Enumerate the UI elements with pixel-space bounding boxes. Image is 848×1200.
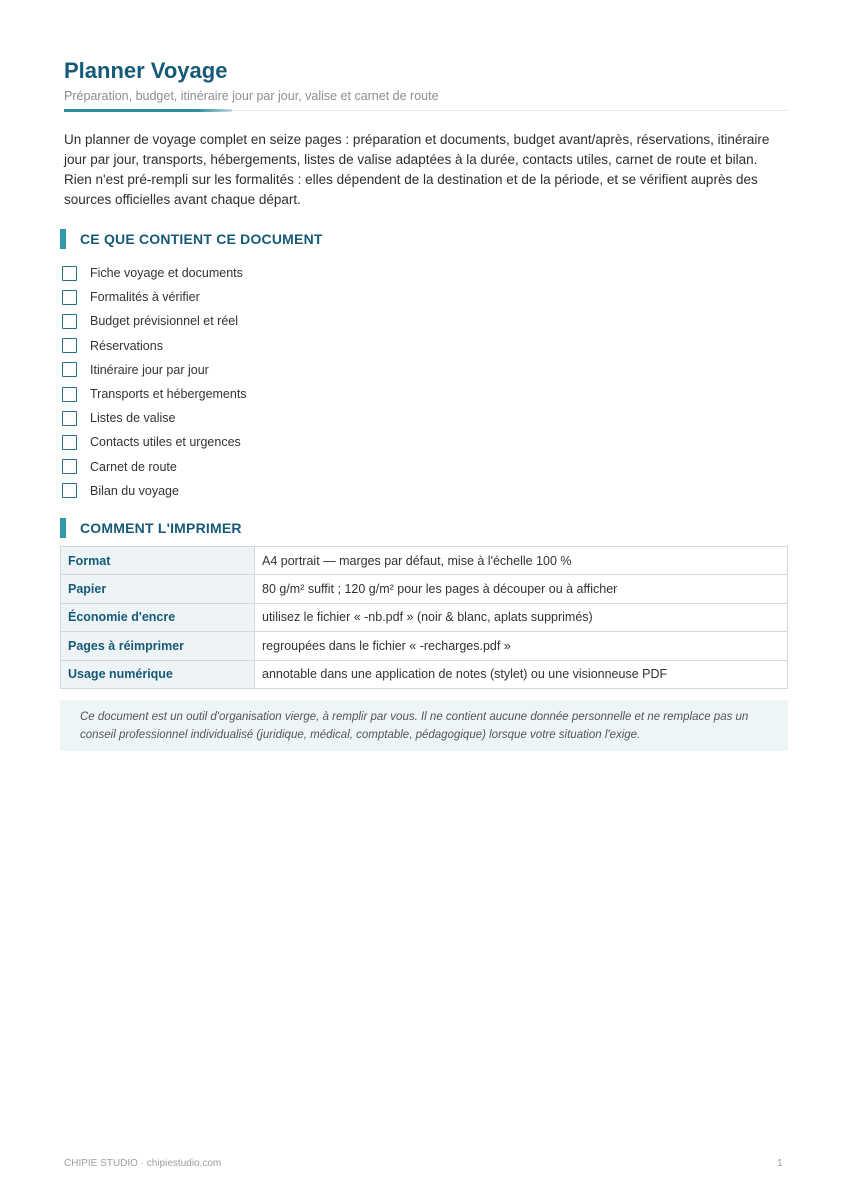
checkbox[interactable] <box>62 266 77 281</box>
checkbox[interactable] <box>62 435 77 450</box>
table-key-cell: Pages à réimprimer <box>61 632 255 660</box>
table-key-cell: Format <box>61 547 255 575</box>
checklist-item[interactable] <box>62 261 462 285</box>
table-value-cell: utilisez le fichier « -nb.pdf » (noir & blanc, aplats supprimés) <box>255 603 788 631</box>
checkbox[interactable] <box>62 290 77 305</box>
checkbox[interactable] <box>62 483 77 498</box>
page-subtitle: Préparation, budget, itinéraire jour par jour, valise et carnet de route <box>64 89 439 103</box>
table-row <box>61 603 788 631</box>
print-section-title <box>60 518 242 538</box>
checklist-item-label: Fiche voyage et documents <box>90 266 243 281</box>
checklist-item[interactable] <box>62 479 462 503</box>
checklist-item[interactable] <box>62 430 462 454</box>
checklist-item-label: Bilan du voyage <box>90 483 179 498</box>
checkbox[interactable] <box>62 314 77 329</box>
checkbox[interactable] <box>62 459 77 474</box>
checklist-item[interactable] <box>62 309 462 333</box>
page-number: 1 <box>777 1158 783 1169</box>
footer-brand: CHIPIE STUDIO · chipiestudio.com <box>64 1158 222 1169</box>
page-title: Planner Voyage <box>64 58 228 83</box>
checkbox[interactable] <box>62 362 77 377</box>
section-marker <box>60 229 66 249</box>
checklist-item-label: Listes de valise <box>90 411 176 426</box>
checklist-item-label: Itinéraire jour par jour <box>90 362 209 377</box>
checklist-item[interactable] <box>62 285 462 309</box>
checklist-item[interactable] <box>62 406 462 430</box>
print-section-title-text: COMMENT L'IMPRIMER <box>80 520 242 536</box>
table-row <box>61 547 788 575</box>
table-row <box>61 660 788 688</box>
table-key-cell: Usage numérique <box>61 660 255 688</box>
checklist-item[interactable] <box>62 382 462 406</box>
table-key-cell: Papier <box>61 575 255 603</box>
table-value-cell: A4 portrait — marges par défaut, mise à l'échelle 100 % <box>255 547 788 575</box>
checklist-item-label: Formalités à vérifier <box>90 290 200 305</box>
table-value-cell: annotable dans une application de notes (stylet) ou une visionneuse PDF <box>255 660 788 688</box>
header-divider-accent <box>64 109 232 112</box>
contents-section-title-text: CE QUE CONTIENT CE DOCUMENT <box>80 231 323 247</box>
table-row <box>61 575 788 603</box>
checklist-item[interactable] <box>62 455 462 479</box>
print-settings-table <box>60 546 788 689</box>
checklist-item[interactable] <box>62 358 462 382</box>
table-value-cell: regroupées dans le fichier « -recharges.pdf » <box>255 632 788 660</box>
contents-checklist <box>62 261 462 503</box>
section-marker <box>60 518 66 538</box>
checklist-item-label: Budget prévisionnel et réel <box>90 314 239 329</box>
table-value-cell: 80 g/m² suffit ; 120 g/m² pour les pages à découper ou à afficher <box>255 575 788 603</box>
checkbox[interactable] <box>62 387 77 402</box>
checkbox[interactable] <box>62 338 77 353</box>
checklist-item-label: Contacts utiles et urgences <box>90 435 241 450</box>
header <box>64 58 788 104</box>
checkbox[interactable] <box>62 411 77 426</box>
checklist-item-label: Réservations <box>90 338 163 353</box>
intro-paragraph: Un planner de voyage complet en seize pages : préparation et documents, budget avant/après, réservations, itinéraire jour par jour, transports, hébergements, listes de valise adaptées à la durée, contacts utiles, carnet de route et bilan. Rien n'est pré-rempli sur les formalités : elles dépendent de la destination et de la période, et se vérifient auprès des sources officielles avant chaque départ. <box>64 132 770 207</box>
table-row <box>61 632 788 660</box>
table-key-cell: Économie d'encre <box>61 603 255 631</box>
checklist-item-label: Transports et hébergements <box>90 387 247 402</box>
contents-section-title <box>60 229 323 249</box>
disclaimer-note: Ce document est un outil d'organisation vierge, à remplir par vous. Il ne contient aucune donnée personnelle et ne remplace pas un conseil professionnel individualisé (juridique, médical, comptable, pédagogique) lorsque votre situation l'exige. <box>60 700 788 751</box>
checklist-item[interactable] <box>62 334 462 358</box>
checklist-item-label: Carnet de route <box>90 459 177 474</box>
